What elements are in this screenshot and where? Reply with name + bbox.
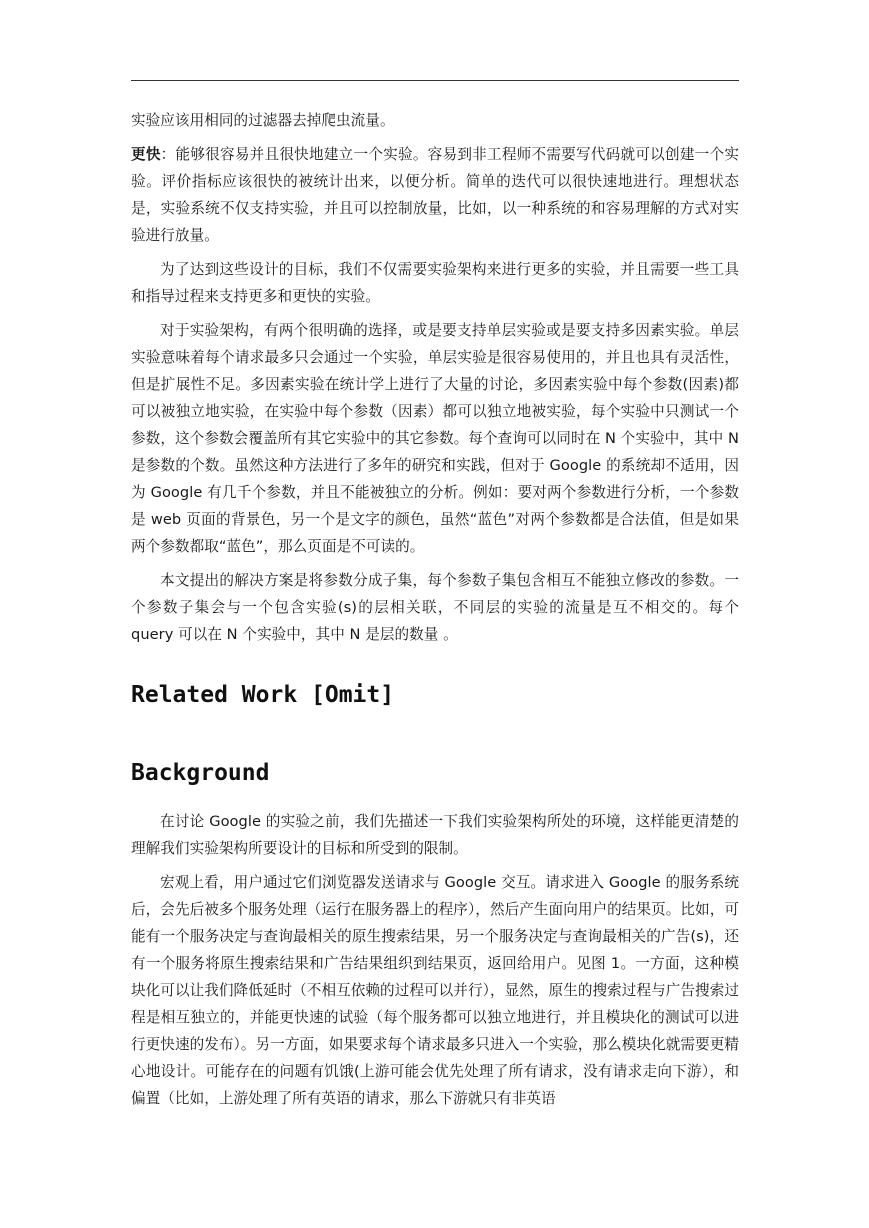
section-heading-background: Background (131, 760, 270, 786)
paragraph: 对于实验架构，有两个很明确的选择，或是要支持单层实验或是要支持多因素实验。单层实验意味着每个请求最多只会通过一个实验，单层实验是很容易使用的，并且也具有灵活性，但是扩展性不足。多因素实验在统计学上进行了大量的讨论，多因素实验中每个参数(因素)都可以被独立地实验，在实验中每个参数（因素）都可以独立地被实验，每个实验中只测试一个参数，这个参数会覆盖所有其它实验中的其它参数。每个查询可以同时在 N 个实验中，其中 N 是参数的个数。虽然这种方法进行了多年的研究和实践，但对于 Google 的系统却不适用，因为 Google 有几千个参数，并且不能被独立的分析。例如：要对两个参数进行分析，一个参数是 web 页面的背景色，另一个是文字的颜色，虽然“蓝色”对两个参数都是合法值，但是如果两个参数都取“蓝色”，那么页面是不可读的。 (131, 322, 739, 555)
faster-paragraph (131, 141, 739, 249)
document-body (131, 107, 739, 1112)
header-rule (131, 80, 739, 81)
paragraph: 为了达到这些设计的目标，我们不仅需要实验架构来进行更多的实验，并且需要一些工具和指导过程来支持更多和更快的实验。 (131, 261, 739, 305)
paragraph: 实验应该用相同的过滤器去掉爬虫流量。 (131, 112, 395, 129)
paragraph: 在讨论 Google 的实验之前，我们先描述一下我们实验架构所处的环境，这样能更清楚的理解我们实验架构所要设计的目标和所受到的限制。 (131, 813, 739, 857)
paragraph: 本文提出的解决方案是将参数分成子集，每个参数子集包含相互不能独立修改的参数。一个参数子集会与一个包含实验(s)的层相关联，不同层的实验的流量是互不相交的。每个 query 可以在 N 个实验中，其中 N 是层的数量 。 (131, 572, 739, 643)
faster-lead: 更快 (131, 146, 161, 163)
section-heading-related-work: Related Work [Omit] (131, 682, 395, 708)
faster-text: ：能够很容易并且很快地建立一个实验。容易到非工程师不需要写代码就可以创建一个实验。评价指标应该很快的被统计出来，以便分析。简单的迭代可以很快速地进行。理想状态是，实验系统不仅支持实验，并且可以控制放量，比如，以一种系统的和容易理解的方式对实验进行放量。 (131, 146, 739, 244)
paragraph: 宏观上看，用户通过它们浏览器发送请求与 Google 交互。请求进入 Google 的服务系统后，会先后被多个服务处理（运行在服务器上的程序），然后产生面向用户的结果页。比如，可能有一个服务决定与查询最相关的原生搜索结果，另一个服务决定与查询最相关的广告(s)，还有一个服务将原生搜索结果和广告结果组织到结果页，返回给用户。见图 1。一方面，这种模块化可以让我们降低延时（不相互依赖的过程可以并行），显然，原生的搜索过程与广告搜索过程是相互独立的，并能更快速的试验（每个服务都可以独立地进行，并且模块化的测试可以进行更快速的发布）。另一方面，如果要求每个请求最多只进入一个实验，那么模块化就需要更精心地设计。可能存在的问题有饥饿(上游可能会优先处理了所有请求，没有请求走向下游），和偏置（比如，上游处理了所有英语的请求，那么下游就只有非英语 (131, 874, 739, 1107)
